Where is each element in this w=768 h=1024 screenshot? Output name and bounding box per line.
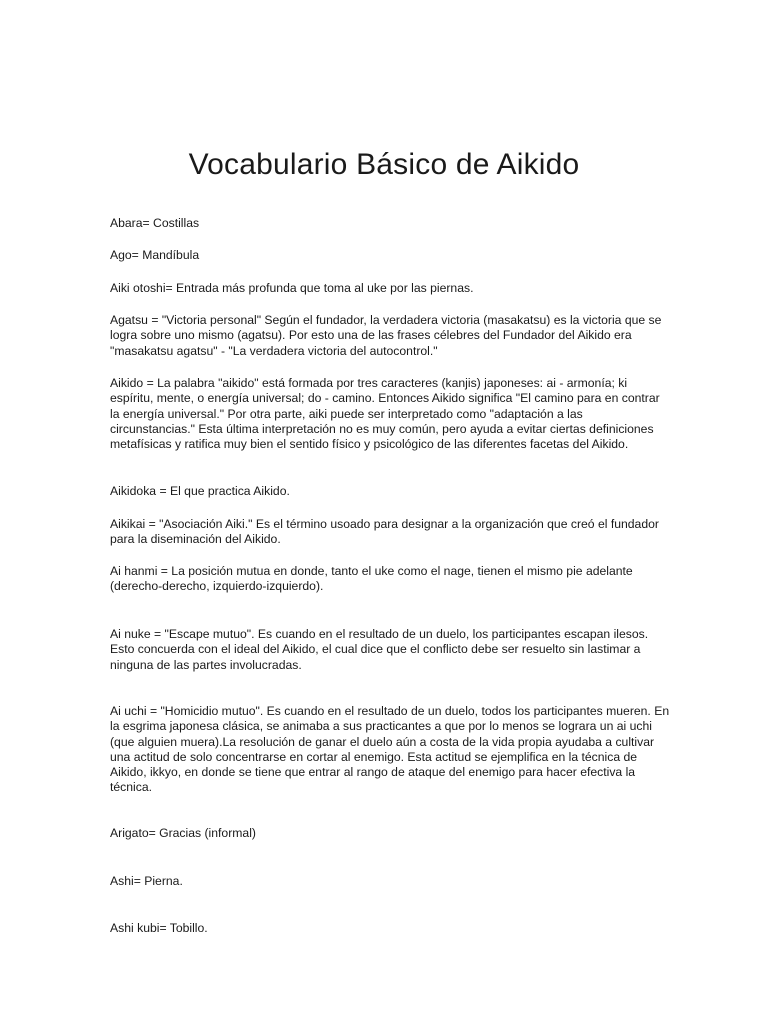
entry-aikikai: Aikikai = "Asociación Aiki." Es el término usoado para designar a la organización que creó el fundador para la diseminación del Aikido.: [110, 517, 659, 547]
entry-ai-nuke: Ai nuke = "Escape mutuo". Es cuando en el resultado de un duelo, los participantes escapan ilesos. Esto concuerda con el ideal del Aikido, el cual dice que el conflicto debe ser resuelto sin lastimar a ninguna de las partes involucradas.: [110, 627, 649, 672]
entry-ago: Ago= Mandíbula: [110, 248, 200, 262]
entry-ai-uchi: Ai uchi = "Homicidio mutuo". Es cuando en el resultado de un duelo, todos los participantes mueren. En la esgrima japonesa clásica, se animaba a sus practicantes a que por lo menos se lograra un ai uchi (que alguien muera).La resolución de ganar el duelo aún a costa de la vida propia ayudaba a cultivar una actitud de solo concentrarse en cortar al enemigo. Esta actitud se ejemplifica en la técnica de Aikido, ikkyo, en donde se tiene que entrar al rango de ataque del enemigo para hacer efectiva la técnica.: [110, 704, 670, 795]
page-title: Vocabulario Básico de Aikido: [188, 148, 580, 181]
entry-abara: Abara= Costillas: [110, 216, 200, 230]
entry-ashi: Ashi= Pierna.: [110, 874, 183, 888]
entry-arigato: Arigato= Gracias (informal): [110, 826, 256, 840]
entry-aikidoka: Aikidoka = El que practica Aikido.: [110, 484, 290, 498]
entry-aikido: Aikido = La palabra "aikido" está formada por tres caracteres (kanjis) japoneses: ai - armonía; ki espíritu, mente, o energía universal; do - camino. Entonces Aikido significa "El camino para en contrar la energía universal." Por otra parte, aiki puede ser interpretado como "adaptación a las circunstancias." Esta última interpretación no es muy común, pero ayuda a evitar ciertas definiciones metafísicas y ratifica muy bien el sentido físico y psicológico de las diferentes facetas del Aikido.: [110, 376, 660, 452]
entry-ashi-kubi: Ashi kubi= Tobillo.: [110, 921, 208, 935]
entry-aiki-otoshi: Aiki otoshi= Entrada más profunda que toma al uke por las piernas.: [110, 281, 474, 295]
entry-ai-hanmi: Ai hanmi = La posición mutua en donde, tanto el uke como el nage, tienen el mismo pie adelante (derecho-derecho, izquierdo-izquierdo).: [110, 564, 633, 594]
entry-agatsu: Agatsu = "Victoria personal" Según el fundador, la verdadera victoria (masakatsu) es la victoria que se logra sobre uno mismo (agatsu). Por esto una de las frases célebres del Fundador del Aikido era "masakatsu agatsu" - "La verdadera victoria del autocontrol.": [110, 313, 662, 358]
